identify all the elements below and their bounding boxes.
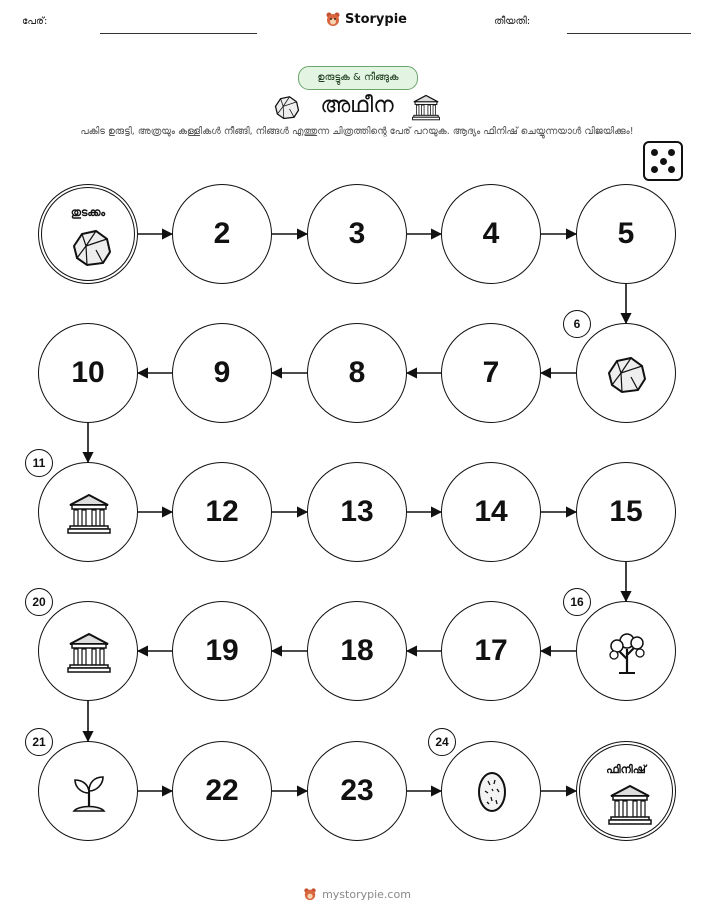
cell-number-badge: 20 bbox=[25, 588, 53, 616]
board-cell-20 bbox=[32, 595, 138, 701]
board-cell-8 bbox=[307, 323, 407, 423]
name-label: പേര്: bbox=[22, 16, 48, 27]
cell-number: 3 bbox=[348, 217, 366, 250]
game-type-badge: ഉരുട്ടുക & നീങ്ങുക bbox=[298, 66, 418, 90]
cell-number: 18 bbox=[340, 634, 374, 667]
board-cell-13 bbox=[307, 462, 407, 562]
cell-number: 13 bbox=[340, 495, 374, 528]
board-cell-2 bbox=[172, 184, 272, 284]
rock-icon bbox=[602, 349, 652, 399]
cell-number: 2 bbox=[213, 217, 231, 250]
cell-number: 22 bbox=[205, 774, 239, 807]
cell-number-badge: 24 bbox=[428, 728, 456, 756]
board-cell-5 bbox=[576, 184, 676, 284]
cell-number: 8 bbox=[348, 356, 366, 389]
cell-number: 17 bbox=[474, 634, 508, 667]
board-cell-6 bbox=[573, 317, 676, 423]
board-cell-23 bbox=[307, 741, 407, 841]
board-cell-12 bbox=[172, 462, 272, 562]
board-cell-16 bbox=[570, 595, 676, 701]
board-cell-3 bbox=[307, 184, 407, 284]
board-cell-10 bbox=[38, 323, 138, 423]
cell-number: 4 bbox=[482, 217, 500, 250]
cell-number-badge: 16 bbox=[563, 588, 591, 616]
temple-icon bbox=[605, 779, 655, 829]
board-cell-4 bbox=[441, 184, 541, 284]
cell-number: 12 bbox=[205, 495, 239, 528]
brand-name: Storypie bbox=[345, 11, 407, 27]
cell-number: 10 bbox=[71, 356, 105, 389]
cell-number: 7 bbox=[482, 356, 500, 389]
board-cell-24 bbox=[435, 735, 541, 841]
start-label: തുടക്കം bbox=[70, 206, 106, 219]
temple-icon bbox=[64, 488, 114, 538]
cell-number: 15 bbox=[609, 495, 643, 528]
rock-icon bbox=[67, 222, 117, 272]
sprout-icon bbox=[64, 767, 114, 817]
instructions: പകിട ഉരുട്ടി, അത്രയും കള്ളികൾ നീങ്ങി, നിങ്ങൾ എത്തുന്ന ചിത്രത്തിന്റെ പേര് പറയുക. ആദ്യം ഫിനിഷ് ചെയ്യുന്നയാൾ വിജയിക്കും! bbox=[80, 126, 634, 137]
board-cell-19 bbox=[172, 601, 272, 701]
board-cell-18 bbox=[307, 601, 407, 701]
cell-number: 5 bbox=[617, 217, 635, 250]
cell-number-badge: 6 bbox=[563, 310, 591, 338]
finish-label: ഫിനിഷ് bbox=[606, 763, 646, 776]
temple-icon bbox=[64, 627, 114, 677]
board-cell-11 bbox=[32, 456, 138, 562]
board-cell-7 bbox=[441, 323, 541, 423]
seed-icon bbox=[467, 767, 517, 817]
finish-cell bbox=[576, 741, 676, 841]
cell-number: 9 bbox=[213, 356, 231, 389]
cell-number-badge: 21 bbox=[25, 728, 53, 756]
board-cell-14 bbox=[441, 462, 541, 562]
tree-icon bbox=[602, 627, 652, 677]
board-cell-15 bbox=[576, 462, 676, 562]
cell-number: 19 bbox=[205, 634, 239, 667]
footer bbox=[0, 887, 714, 901]
bear-logo-icon bbox=[303, 887, 317, 901]
date-label: തീയതി: bbox=[494, 16, 531, 27]
board-cell-9 bbox=[172, 323, 272, 423]
board-cell-22 bbox=[172, 741, 272, 841]
footer-url: mystorypie.com bbox=[322, 887, 411, 901]
page-title: അഥീന bbox=[320, 93, 394, 118]
cell-number: 14 bbox=[474, 495, 508, 528]
board-cell-21 bbox=[32, 735, 138, 841]
start-cell bbox=[38, 184, 138, 284]
cell-number: 23 bbox=[340, 774, 374, 807]
board-cell-17 bbox=[441, 601, 541, 701]
cell-number-badge: 11 bbox=[25, 449, 53, 477]
